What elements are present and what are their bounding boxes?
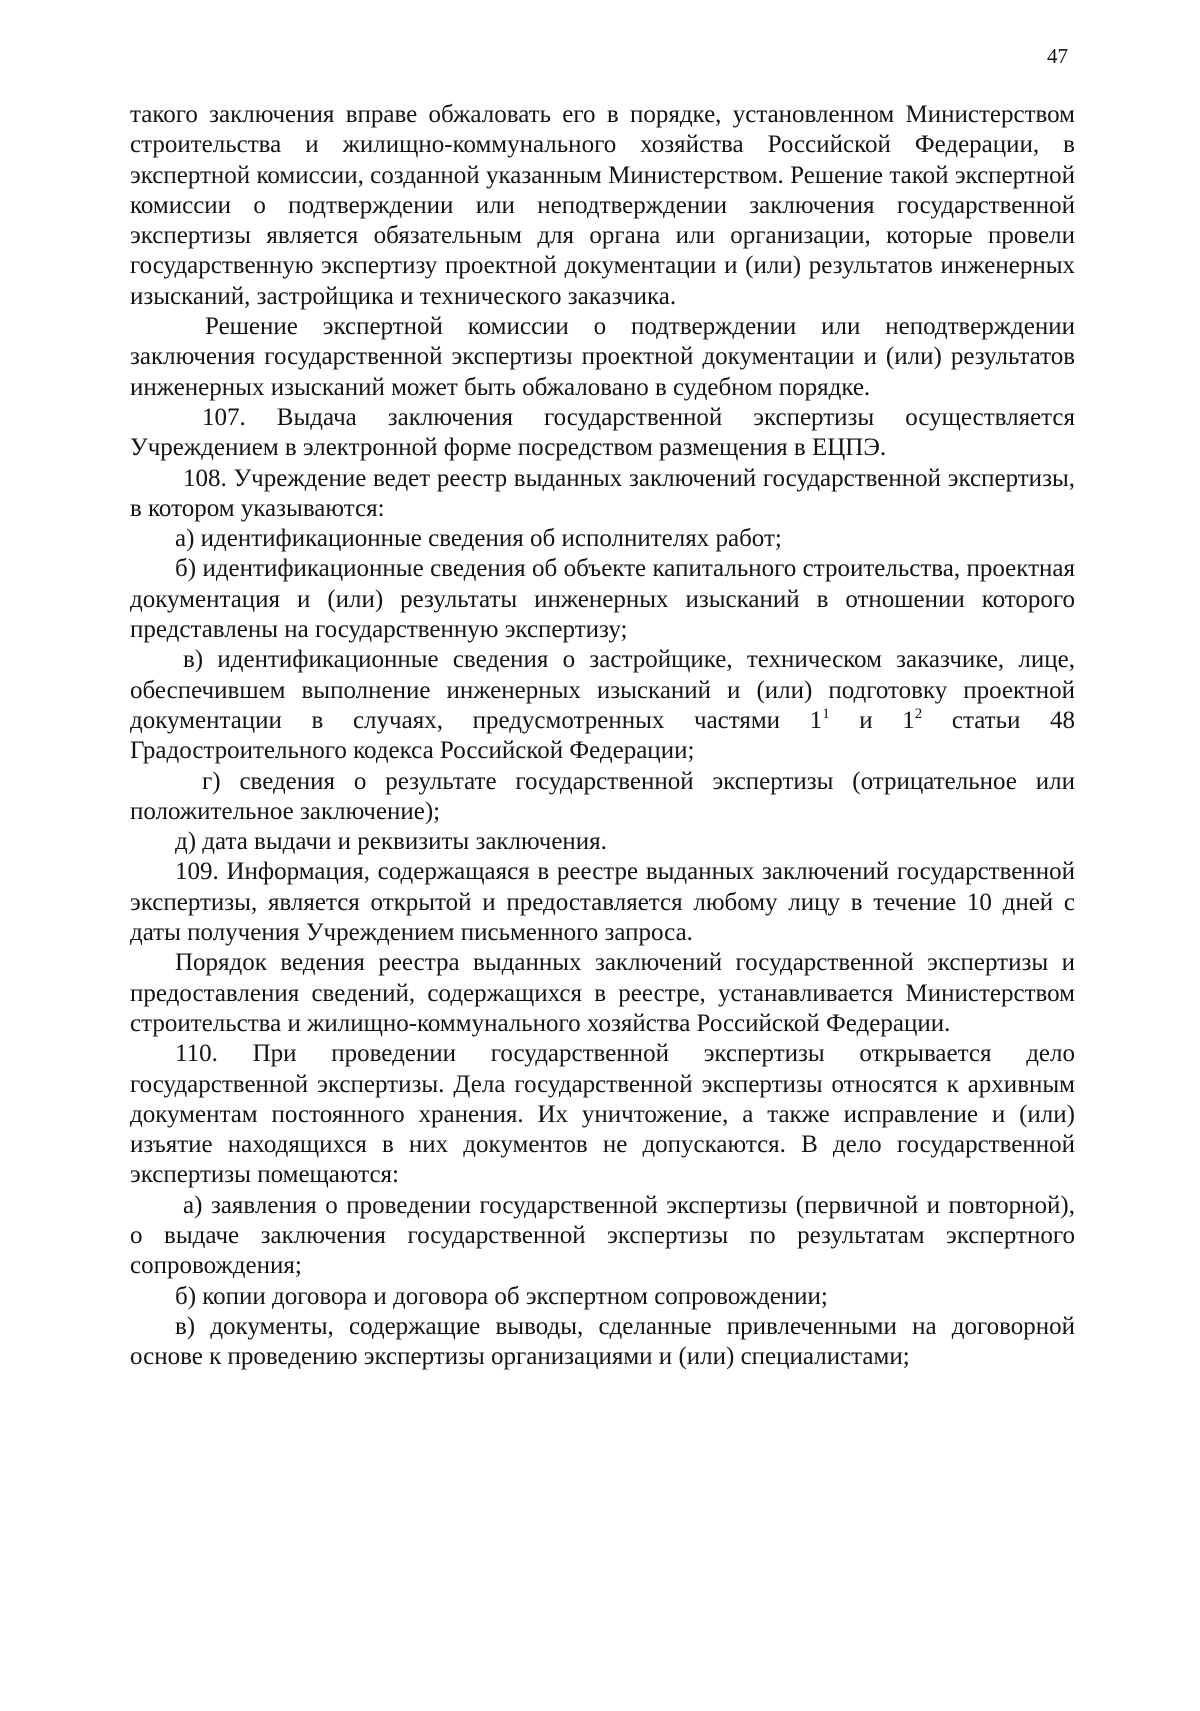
paragraph-107: 107. Выдача заключения государственной экспертизы осуществляется Учреждением в электронной форме посредством размещения в ЕЦПЭ. [130, 403, 1075, 462]
list-item-108-v-text-end: статьи 48 Градостроительного кодекса Российской Федерации; [130, 706, 1075, 765]
list-item-110-b: б) копии договора и договора об экспертном сопровождении; [175, 1282, 828, 1310]
list-item-110-a: а) заявления о проведении государственной экспертизы (первичной и повторной), о выдаче заключения государственной экспертизы по результатам экспертного сопровождения; [130, 1191, 1075, 1280]
page-number: 47 [1047, 44, 1068, 68]
superscript-2: 2 [914, 705, 923, 722]
list-item-110-v: в) документы, содержащие выводы, сделанные привлеченными на договорной основе к проведению экспертизы организациями и (или) специалистами; [130, 1312, 1075, 1371]
paragraph-109: 109. Информация, содержащаяся в реестре выданных заключений государственной экспертизы, является открытой и предоставляется любому лицу в течение 10 дней с даты получения Учреждением письменного запроса. [130, 858, 1075, 947]
list-item-108-b: б) идентификационные сведения об объекте капитального строительства, проектная документация и (или) результаты инженерных изысканий в отношении которого представлены на государственную экспертизу; [130, 555, 1075, 644]
paragraph-registry-procedure: Порядок ведения реестра выданных заключений государственной экспертизы и предоставления сведений, содержащихся в реестре, устанавливается Министерством строительства и жилищно-коммунального хозяйства Российской Федерации. [130, 949, 1075, 1037]
superscript-1: 1 [822, 705, 830, 722]
list-item-108-g: г) сведения о результате государственной экспертизы (отрицательное или положительное заключение); [130, 767, 1075, 825]
list-item-108-v-text: в) идентификационные сведения о застройщике, техническом заказчике, лице, обеспечившем выполнение инженерных изысканий и (или) подготовку проектной документации в случаях, предусмотренных частями 1 [130, 646, 1075, 734]
paragraph-108: 108. Учреждение ведет реестр выданных заключений государственной экспертизы, в котором указываются: [130, 464, 1075, 522]
paragraph-appeal-court: Решение экспертной комиссии о подтверждении или неподтверждении заключения государственной экспертизы проектной документации и (или) результатов инженерных изысканий может быть обжаловано в судебном порядке. [130, 313, 1075, 401]
list-item-108-v-text-and: и 1 [829, 706, 915, 734]
list-item-108-d: д) дата выдачи и реквизиты заключения. [175, 828, 607, 856]
document-body [130, 100, 1075, 1372]
list-item-108-a: а) идентификационные сведения об исполнителях работ; [175, 525, 782, 553]
list-item-108-v [130, 645, 1075, 766]
paragraph-110: 110. При проведении государственной экспертизы открывается дело государственной экспертизы. Дела государственной экспертизы относятся к архивным документам постоянного хранения. Их уничтожение, а также исправление и (или) изъятие находящихся в них документов не допускаются. В дело государственной экспертизы помещаются: [130, 1040, 1075, 1189]
paragraph-continuation: такого заключения вправе обжаловать его в порядке, установленном Министерством строительства и жилищно-коммунального хозяйства Российской Федерации, в экспертной комиссии, созданной указанным Министерством. Решение такой экспертной комиссии о подтверждении или неподтверждении заключения государственной экспертизы является обязательным для органа или организации, которые провели государственную экспертизу проектной документации и (или) результатов инженерных изысканий, застройщика и технического заказчика. [130, 101, 1075, 310]
